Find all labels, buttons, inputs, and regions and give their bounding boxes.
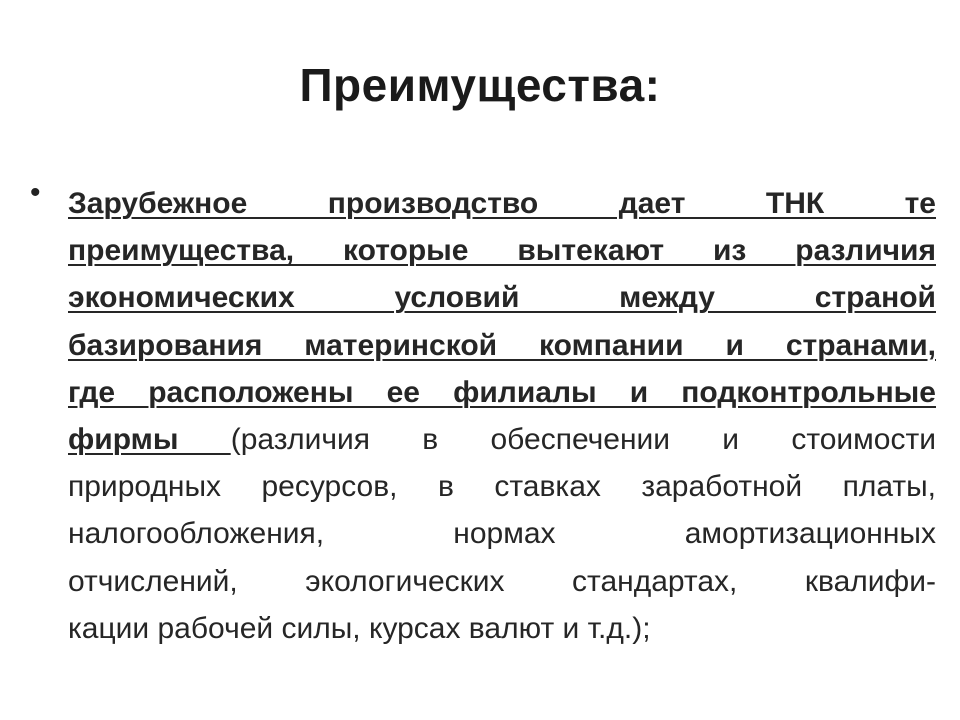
text-line-3: экономических условий между страной xyxy=(68,281,936,315)
text-line-8: налогообложения, нормах амортизационных xyxy=(68,517,936,551)
text-line-7: природных ресурсов, в ставках заработной платы, xyxy=(68,470,936,504)
text-line-6-normal: (различия в обеспечении и стоимости xyxy=(230,423,936,457)
bullet-marker: • xyxy=(30,176,41,209)
bullet-text xyxy=(68,180,936,652)
text-line-2: преимущества, которые вытекают из различия xyxy=(68,234,936,268)
text-line-4: базирования материнской компании и странами, xyxy=(68,328,936,362)
text-line-10: кации рабочей силы, курсах валют и т.д.); xyxy=(68,611,651,645)
text-line-1: Зарубежное производство дает ТНК те xyxy=(68,187,936,220)
text-line-5: где расположены ее филиалы и подконтрольные xyxy=(68,375,936,409)
text-line-9: отчислений, экологических стандартах, квалифи- xyxy=(68,564,936,598)
text-line-6 xyxy=(68,416,936,463)
text-line-6-emphasis: фирмы xyxy=(68,423,231,457)
slide-title: Преимущества: xyxy=(299,59,661,111)
